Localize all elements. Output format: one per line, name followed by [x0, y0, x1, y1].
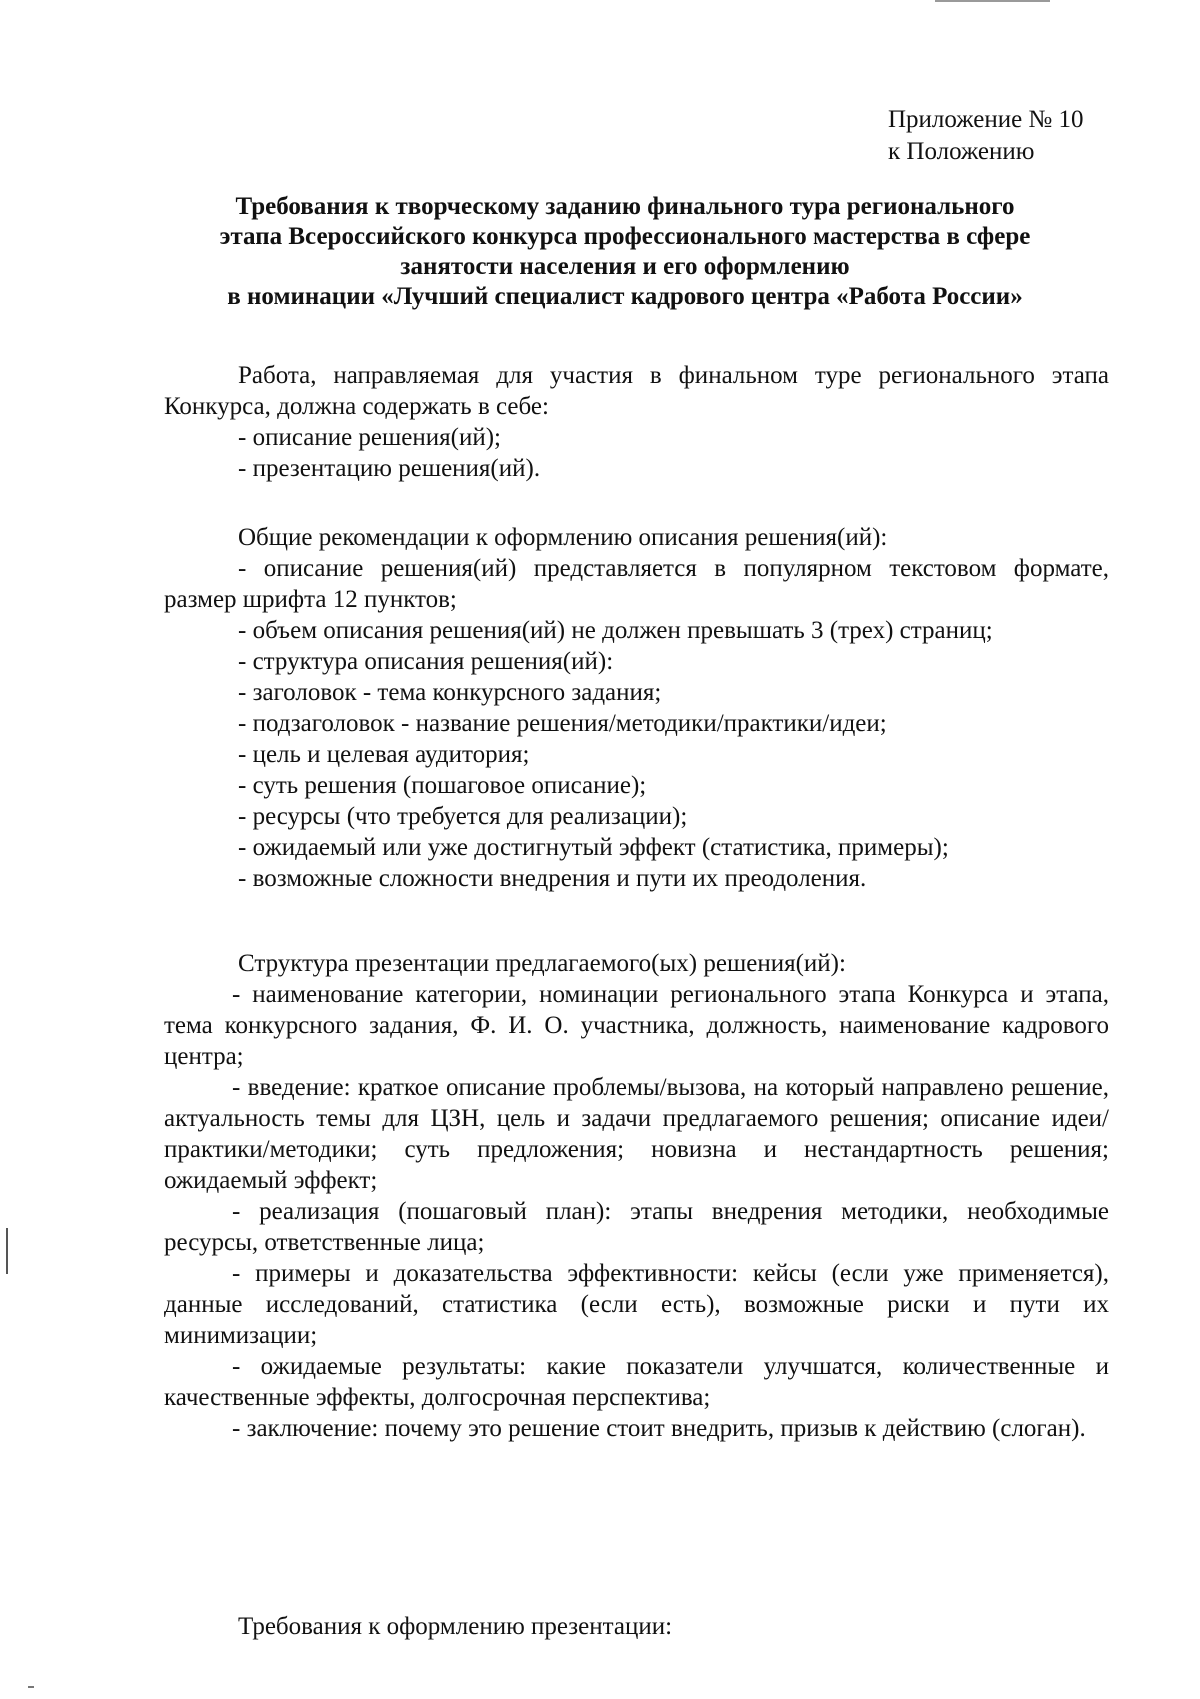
list-item: - заключение: почему это решение стоит внедрить, призыв к действию (слоган).	[232, 1415, 1086, 1442]
appendix-reference: к Положению	[888, 138, 1035, 165]
list-item: - ресурсы (что требуется для реализации);	[238, 803, 688, 830]
appendix-label	[888, 104, 1084, 168]
presentation-structure-section	[164, 948, 1109, 1444]
intro-paragraph: Работа, направляемая для участия в финальном туре регионального этапа Конкурса, должна содержать в себе:	[164, 362, 1109, 420]
scan-artifact-line	[28, 1686, 34, 1688]
list-item: - наименование категории, номинации регионального этапа Конкурса и этапа, тема конкурсного задания, Ф. И. О. участника, должность, наименование кадрового центра;	[164, 981, 1109, 1070]
list-item: - реализация (пошаговый план): этапы внедрения методики, необходимые ресурсы, ответственные лица;	[164, 1198, 1109, 1256]
recommendations-section	[164, 522, 1109, 894]
section-heading: Требования к оформлению презентации:	[238, 1613, 673, 1640]
list-item: - описание решения(ий) представляется в популярном текстовом формате, размер шрифта 12 пунктов;	[164, 555, 1109, 613]
appendix-number: Приложение № 10	[888, 106, 1084, 133]
section-heading: Общие рекомендации к оформлению описания решения(ий):	[238, 524, 888, 551]
list-item: - цель и целевая аудитория;	[238, 741, 530, 768]
list-item: - структура описания решения(ий):	[238, 648, 614, 675]
list-item: - подзаголовок - название решения/методики/практики/идеи;	[238, 710, 887, 737]
presentation-design-section	[164, 1611, 1109, 1642]
document-title	[150, 192, 1100, 312]
list-item: - заголовок - тема конкурсного задания;	[238, 679, 662, 706]
list-item: - объем описания решения(ий) не должен превышать 3 (трех) страниц;	[238, 617, 993, 644]
section-heading: Структура презентации предлагаемого(ых) решения(ий):	[238, 950, 846, 977]
list-item: - ожидаемый или уже достигнутый эффект (статистика, примеры);	[238, 834, 949, 861]
list-item: - презентацию решения(ий).	[238, 455, 541, 482]
title-line: Требования к творческому заданию финального тура регионального	[235, 193, 1015, 220]
list-item: - примеры и доказательства эффективности: кейсы (если уже применяется), данные исследований, статистика (если есть), возможные риски и пути их минимизации;	[164, 1260, 1109, 1349]
list-item: - возможные сложности внедрения и пути их преодоления.	[238, 865, 867, 892]
list-item: - описание решения(ий);	[238, 424, 501, 451]
list-item: - введение: краткое описание проблемы/вызова, на который направлено решение, актуальность темы для ЦЗН, цель и задачи предлагаемого решения; описание идеи/практики/методики; суть предложения; новизна и нестандартность решения; ожидаемый эффект;	[164, 1074, 1109, 1194]
scan-artifact-line	[935, 0, 1050, 2]
title-line: в номинации «Лучший специалист кадрового центра «Работа России»	[227, 283, 1023, 310]
title-line: занятости населения и его оформлению	[400, 253, 850, 280]
intro-section	[164, 360, 1109, 484]
scan-artifact-line	[6, 1228, 8, 1274]
title-line: этапа Всероссийского конкурса профессионального мастерства в сфере	[219, 223, 1031, 250]
list-item: - ожидаемые результаты: какие показатели улучшатся, количественные и качественные эффекты, долгосрочная перспектива;	[164, 1353, 1109, 1411]
list-item: - суть решения (пошаговое описание);	[238, 772, 647, 799]
